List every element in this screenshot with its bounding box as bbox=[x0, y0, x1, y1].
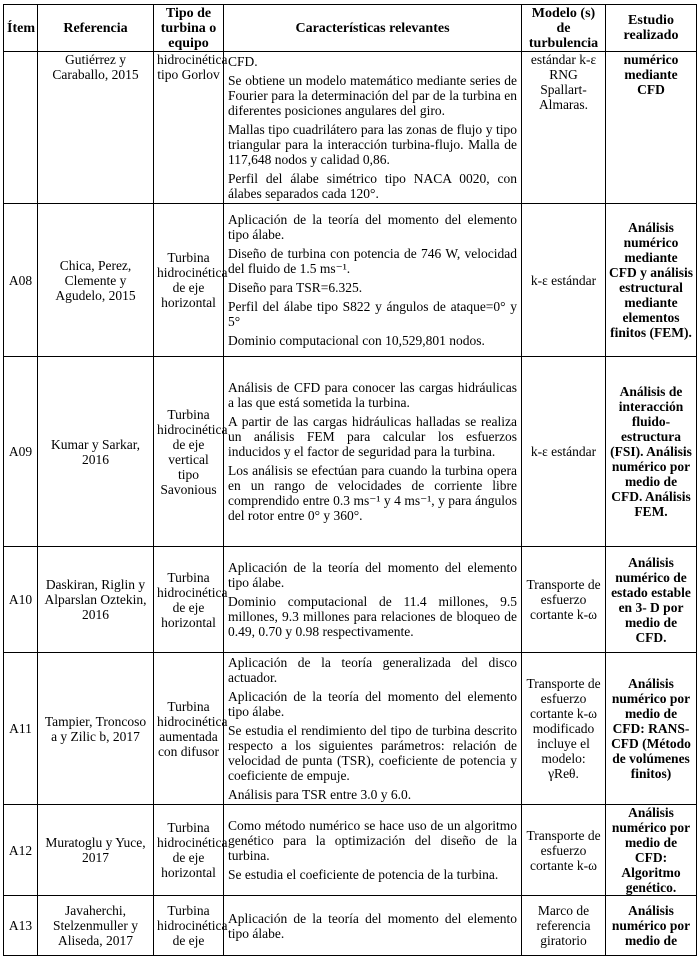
characteristic-paragraph: A partir de las cargas hidráulicas halladas se realiza un análisis FEM para calcular los esfuerzos inducidos y el factor de seguridad para la turbina. bbox=[228, 414, 517, 459]
cell-modelo: Transporte de esfuerzo cortante k-ω bbox=[522, 805, 606, 896]
characteristic-paragraph: Dominio computacional de 11.4 millones, 9.5 millones, 9.3 millones para relaciones de bloqueo de 0.49, 0.70 y 0.98 respectivamente. bbox=[228, 594, 517, 639]
cell-modelo: k-ε estándar bbox=[522, 357, 606, 547]
characteristic-paragraph: Aplicación de la teoría del momento del elemento tipo álabe. bbox=[228, 212, 517, 242]
cell-estudio: numérico mediante CFD bbox=[606, 52, 697, 204]
cell-referencia: Kumar y Sarkar, 2016 bbox=[38, 357, 154, 547]
cell-tipo: Turbina hidrocinética aumentada con difusor bbox=[154, 653, 224, 805]
cell-referencia: Daskiran, Riglin y Alparslan Oztekin, 2016 bbox=[38, 547, 154, 653]
cell-caracteristicas bbox=[224, 653, 522, 805]
characteristic-paragraph: Los análisis se efectúan para cuando la turbina opera en un rango de velocidades de corriente libre comprendido entre 0.3 ms⁻¹ y 4 ms⁻¹, y para ángulos del rotor entre 0° y 360°. bbox=[228, 463, 517, 523]
cell-modelo: Transporte de esfuerzo cortante k-ω modificado incluye el modelo: γReθ. bbox=[522, 653, 606, 805]
cell-referencia: Tampier, Troncoso a y Zilic b, 2017 bbox=[38, 653, 154, 805]
table-row bbox=[4, 547, 697, 653]
cell-tipo: Turbina hidrocinética de eje horizontal bbox=[154, 547, 224, 653]
cell-referencia: Muratoglu y Yuce, 2017 bbox=[38, 805, 154, 896]
header-modelo: Modelo (s) de turbulencia bbox=[522, 5, 606, 52]
cell-item: A10 bbox=[4, 547, 38, 653]
characteristic-paragraph: Perfil del álabe tipo S822 y ángulos de ataque=0° y 5° bbox=[228, 299, 517, 329]
characteristic-paragraph: Dominio computacional con 10,529,801 nodos. bbox=[228, 333, 485, 348]
cell-caracteristicas bbox=[224, 204, 522, 357]
header-caracteristicas: Características relevantes bbox=[224, 5, 522, 52]
header-row bbox=[4, 5, 697, 52]
literature-table bbox=[3, 4, 697, 956]
characteristic-paragraph: CFD. bbox=[228, 54, 258, 69]
cell-tipo: hidrocinética tipo Gorlov bbox=[154, 52, 224, 204]
cell-modelo: k-ε estándar bbox=[522, 204, 606, 357]
cell-tipo: Turbina hidrocinética de eje horizontal bbox=[154, 204, 224, 357]
characteristic-paragraph: Se estudia el coeficiente de potencia de la turbina. bbox=[228, 867, 499, 882]
cell-item: A11 bbox=[4, 653, 38, 805]
characteristic-paragraph: Aplicación de la teoría del momento del elemento tipo álabe. bbox=[228, 560, 517, 590]
table-row bbox=[4, 653, 697, 805]
cell-modelo: Transporte de esfuerzo cortante k-ω bbox=[522, 547, 606, 653]
header-referencia: Referencia bbox=[38, 5, 154, 52]
header-item: Ítem bbox=[4, 5, 38, 52]
header-tipo: Tipo de turbina o equipo bbox=[154, 5, 224, 52]
cell-item: A09 bbox=[4, 357, 38, 547]
characteristic-paragraph: Análisis de CFD para conocer las cargas hidráulicas a las que está sometida la turbina. bbox=[228, 380, 517, 410]
cell-item: A13 bbox=[4, 896, 38, 956]
table-row bbox=[4, 896, 697, 956]
cell-item: A12 bbox=[4, 805, 38, 896]
characteristic-paragraph: Aplicación de la teoría del momento del elemento tipo álabe. bbox=[228, 689, 517, 719]
cell-item bbox=[4, 52, 38, 204]
cell-estudio: Análisis numérico de estado estable en 3- D por medio de CFD. bbox=[606, 547, 697, 653]
cell-tipo: Turbina hidrocinética de eje vertical tipo Savonious bbox=[154, 357, 224, 547]
cell-tipo: Turbina hidrocinética de eje horizontal bbox=[154, 805, 224, 896]
characteristic-paragraph: Como método numérico se hace uso de un algoritmo genético para la optimización del diseño de la turbina. bbox=[228, 818, 517, 863]
cell-tipo: Turbina hidrocinética de eje bbox=[154, 896, 224, 956]
cell-caracteristicas bbox=[224, 357, 522, 547]
characteristic-paragraph: Perfil del álabe simétrico tipo NACA 0020, con álabes separados cada 120°. bbox=[228, 171, 517, 201]
cell-estudio: Análisis de interacción fluido-estructura (FSI). Análisis numérico por medio de CFD. Análisis FEM. bbox=[606, 357, 697, 547]
table-row bbox=[4, 805, 697, 896]
cell-modelo: Marco de referencia giratorio bbox=[522, 896, 606, 956]
characteristic-paragraph: Diseño para TSR=6.325. bbox=[228, 280, 363, 295]
characteristic-paragraph: Mallas tipo cuadrilátero para las zonas de flujo y tipo triangular para la interacción turbina-flujo. Malla de 117,648 nodos y calidad 0,86. bbox=[228, 122, 517, 167]
cell-referencia: Gutiérrez y Caraballo, 2015 bbox=[38, 52, 154, 204]
cell-item: A08 bbox=[4, 204, 38, 357]
characteristic-paragraph: Análisis para TSR entre 3.0 y 6.0. bbox=[228, 787, 412, 802]
cell-estudio: Análisis numérico por medio de CFD: RANS-CFD (Método de volúmenes finitos) bbox=[606, 653, 697, 805]
cell-caracteristicas bbox=[224, 805, 522, 896]
characteristic-paragraph: Diseño de turbina con potencia de 746 W, velocidad del fluido de 1.5 ms⁻¹. bbox=[228, 246, 517, 276]
cell-referencia: Chica, Perez, Clemente y Agudelo, 2015 bbox=[38, 204, 154, 357]
characteristic-paragraph: Aplicación de la teoría generalizada del disco actuador. bbox=[228, 655, 517, 685]
table-row bbox=[4, 357, 697, 547]
cell-caracteristicas bbox=[224, 52, 522, 204]
cell-estudio: Análisis numérico mediante CFD y análisis estructural mediante elementos finitos (FEM). bbox=[606, 204, 697, 357]
cell-estudio: Análisis numérico por medio de CFD: Algoritmo genético. bbox=[606, 805, 697, 896]
characteristic-paragraph: Aplicación de la teoría del momento del elemento tipo álabe. bbox=[228, 910, 517, 941]
cell-caracteristicas bbox=[224, 547, 522, 653]
cell-modelo: estándar k-ε RNG Spallart-Almaras. bbox=[522, 52, 606, 204]
cell-referencia: Javaherchi, Stelzenmuller y Aliseda, 2017 bbox=[38, 896, 154, 956]
cell-estudio: Análisis numérico por medio de bbox=[606, 896, 697, 956]
cell-caracteristicas bbox=[224, 896, 522, 956]
table-row bbox=[4, 204, 697, 357]
table-row bbox=[4, 52, 697, 204]
header-estudio: Estudio realizado bbox=[606, 5, 697, 52]
characteristic-paragraph: Se estudia el rendimiento del tipo de turbina descrito respecto a los siguientes parámetros: relación de velocidad de punta (TSR), coeficiente de potencia y coeficiente de empuje. bbox=[228, 723, 517, 783]
characteristic-paragraph: Se obtiene un modelo matemático mediante series de Fourier para la determinación del par de la turbina en diferentes posiciones angulares del giro. bbox=[228, 73, 517, 118]
